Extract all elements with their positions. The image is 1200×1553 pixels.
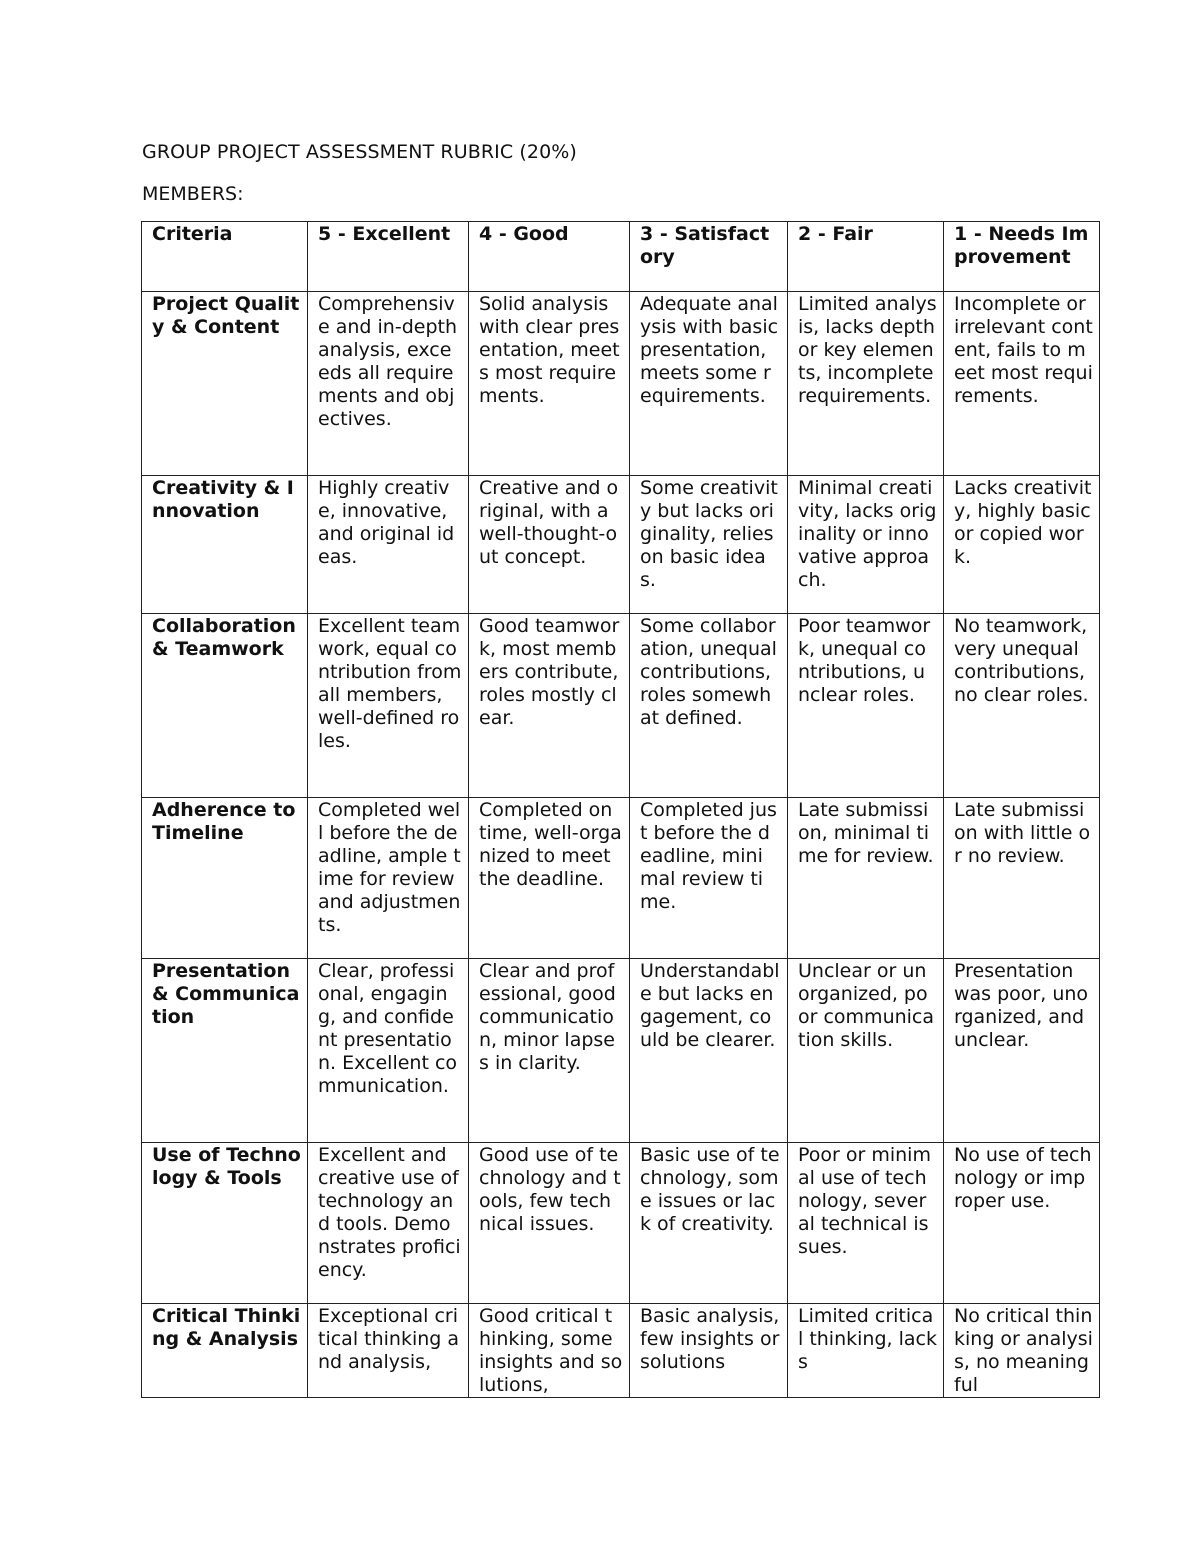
criterion-cell: Adherence to Timeline [142,798,308,959]
members-label: MEMBERS: [142,183,244,205]
document-title: GROUP PROJECT ASSESSMENT RUBRIC (20%) [142,141,577,163]
header-criteria: Criteria [142,222,308,292]
rubric-cell: Clear, professional, engaging, and confident presentation. Excellent communication. [308,959,469,1143]
criterion-cell: Collaboration & Teamwork [142,614,308,798]
rubric-cell: Poor teamwork, unequal contributions, unclear roles. [788,614,944,798]
rubric-cell: Good critical thinking, some insights and solutions, [469,1304,630,1398]
rubric-cell: Unclear or unorganized, poor communication skills. [788,959,944,1143]
rubric-cell: Limited critical thinking, lacks [788,1304,944,1398]
rubric-cell: Limited analysis, lacks depth or key elements, incomplete requirements. [788,292,944,476]
table-row [142,476,1100,614]
rubric-cell: Good use of technology and tools, few technical issues. [469,1143,630,1304]
rubric-cell: No use of technology or improper use. [944,1143,1100,1304]
criterion-cell: Presentation & Communication [142,959,308,1143]
rubric-cell: Basic use of technology, some issues or lack of creativity. [630,1143,788,1304]
rubric-cell: Basic analysis, few insights or solutions [630,1304,788,1398]
table-row [142,292,1100,476]
header-excellent: 5 - Excellent [308,222,469,292]
rubric-cell: Lacks creativity, highly basic or copied work. [944,476,1100,614]
rubric-cell: No teamwork, very unequal contributions, no clear roles. [944,614,1100,798]
rubric-cell: Incomplete or irrelevant content, fails to meet most requirements. [944,292,1100,476]
rubric-cell: Understandable but lacks engagement, could be clearer. [630,959,788,1143]
rubric-cell: Late submission, minimal time for review. [788,798,944,959]
header-row [142,222,1100,292]
rubric-cell: Good teamwork, most members contribute, roles mostly clear. [469,614,630,798]
criterion-cell: Project Quality & Content [142,292,308,476]
rubric-cell: Some creativity but lacks originality, relies on basic ideas. [630,476,788,614]
rubric-cell: Poor or minimal use of technology, several technical issues. [788,1143,944,1304]
rubric-cell: Completed well before the deadline, ample time for review and adjustments. [308,798,469,959]
rubric-cell: Minimal creativity, lacks originality or innovative approach. [788,476,944,614]
header-good: 4 - Good [469,222,630,292]
header-needs-improvement: 1 - Needs Improvement [944,222,1100,292]
rubric-cell: Comprehensive and in-depth analysis, exceeds all requirements and objectives. [308,292,469,476]
table-row [142,1143,1100,1304]
header-fair: 2 - Fair [788,222,944,292]
rubric-cell: Excellent teamwork, equal contribution from all members, well-defined roles. [308,614,469,798]
rubric-cell: Solid analysis with clear presentation, meets most requirements. [469,292,630,476]
table-row [142,1304,1100,1398]
rubric-cell: Creative and original, with a well-thought-out concept. [469,476,630,614]
criterion-cell: Creativity & Innovation [142,476,308,614]
rubric-cell: Completed on time, well-organized to meet the deadline. [469,798,630,959]
table-row [142,798,1100,959]
table-row [142,959,1100,1143]
rubric-cell: Late submission with little or no review. [944,798,1100,959]
rubric-cell: Completed just before the deadline, minimal review time. [630,798,788,959]
rubric-table [141,221,1100,1398]
rubric-cell: Adequate analysis with basic presentation, meets some requirements. [630,292,788,476]
rubric-cell: Presentation was poor, unorganized, and unclear. [944,959,1100,1143]
rubric-cell: Some collaboration, unequal contributions, roles somewhat defined. [630,614,788,798]
header-satisfactory: 3 - Satisfactory [630,222,788,292]
rubric-cell: Excellent and creative use of technology and tools. Demonstrates proficiency. [308,1143,469,1304]
rubric-cell: Clear and professional, good communication, minor lapses in clarity. [469,959,630,1143]
criterion-cell: Use of Technology & Tools [142,1143,308,1304]
rubric-cell: Exceptional critical thinking and analysis, [308,1304,469,1398]
rubric-cell: No critical thinking or analysis, no meaningful [944,1304,1100,1398]
table-row [142,614,1100,798]
criterion-cell: Critical Thinking & Analysis [142,1304,308,1398]
rubric-cell: Highly creative, innovative, and original ideas. [308,476,469,614]
